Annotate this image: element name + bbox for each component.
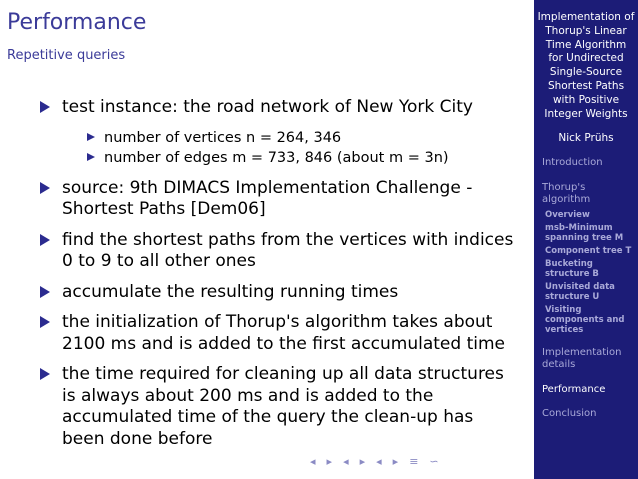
- bullet-text: the time required for cleaning up all data structures is always about 200 ms and is added to the accumulated time of the query the clean-up has been done before: [62, 364, 504, 449]
- sidebar-nav: [534, 157, 638, 421]
- slide-subtitle: Repetitive queries: [7, 48, 126, 63]
- bullet-text: find the shortest paths from the vertices with indices 0 to 9 to all other ones: [62, 229, 514, 271]
- sub-bullet-text: number of edges m = 733, 846 (about m = 3n): [104, 149, 449, 166]
- sub-bullet-item: [0, 128, 534, 148]
- bullet-item: [0, 97, 534, 119]
- sidebar-subsection-visiting[interactable]: Visiting components and vertices: [545, 304, 625, 335]
- bullet-triangle-icon: [40, 234, 50, 246]
- frame-next-icon[interactable]: ▸: [326, 455, 333, 468]
- bullet-text: accumulate the resulting running times: [62, 281, 399, 302]
- sidebar-author[interactable]: Nick Prühs: [558, 132, 614, 145]
- frame-prev-icon[interactable]: ◂: [310, 455, 316, 468]
- sidebar-section-introduction[interactable]: Introduction: [542, 157, 603, 169]
- sub-bullet-list: [0, 128, 534, 168]
- sub-bullet-text: number of vertices n = 264, 346: [104, 129, 342, 146]
- bullet-triangle-icon: [87, 153, 95, 161]
- bullet-item: [0, 364, 534, 450]
- bullet-list: [0, 97, 534, 459]
- bullet-triangle-icon: [40, 368, 50, 380]
- section-next-icon[interactable]: ▸: [392, 455, 399, 468]
- sidebar-subsection-unvisited[interactable]: Unvisited data structure U: [545, 281, 615, 302]
- bullet-item: [0, 312, 534, 355]
- bullet-text: source: 9th DIMACS Implementation Challenge - Shortest Paths [Dem06]: [62, 177, 473, 219]
- bullet-item: [0, 178, 534, 221]
- align-icon[interactable]: ≡: [409, 455, 419, 468]
- bullet-triangle-icon: [40, 316, 50, 328]
- sidebar-section-implementation[interactable]: Implementation details: [542, 346, 622, 371]
- slide-title: Performance: [7, 10, 147, 35]
- subsection-prev-icon[interactable]: ◂: [343, 455, 349, 468]
- sidebar-section-thorups-algorithm[interactable]: [542, 182, 634, 335]
- sidebar-subsection-overview[interactable]: Overview: [545, 209, 590, 220]
- bullet-triangle-icon: [40, 101, 50, 113]
- sidebar-subsection-msb-tree[interactable]: msb-Minimum spanning tree M: [545, 222, 624, 243]
- bullet-item: [0, 230, 534, 273]
- sidebar-subsection-component-tree[interactable]: Component tree T: [545, 245, 632, 256]
- sidebar-subsection-list: [542, 210, 634, 335]
- sidebar: [534, 0, 638, 479]
- sidebar-subsection-bucketing[interactable]: Bucketing structure B: [545, 258, 599, 279]
- sidebar-section-label[interactable]: Thorup's algorithm: [542, 181, 591, 206]
- sidebar-section-conclusion[interactable]: Conclusion: [542, 408, 597, 420]
- bullet-text: the initialization of Thorup's algorithm takes about 2100 ms and is added to the first accumulated time: [62, 312, 505, 354]
- subsection-next-icon[interactable]: ▸: [359, 455, 366, 468]
- bullet-triangle-icon: [40, 182, 50, 194]
- bullet-item: [0, 282, 534, 304]
- sub-bullet-item: [0, 148, 534, 168]
- bullet-triangle-icon: [87, 133, 95, 141]
- bullet-text: test instance: the road network of New York City: [62, 97, 473, 117]
- bullet-triangle-icon: [40, 286, 50, 298]
- beamer-navigation-bar: [310, 456, 439, 468]
- section-prev-icon[interactable]: ◂: [376, 455, 382, 468]
- sidebar-section-performance[interactable]: Performance: [542, 383, 606, 395]
- sidebar-presentation-title[interactable]: Implementation of Thorup's Linear Time Algorithm for Undirected Single-Source Shortest Paths with Positive Integer Weights: [537, 11, 635, 120]
- search-icon[interactable]: ∽: [429, 455, 439, 468]
